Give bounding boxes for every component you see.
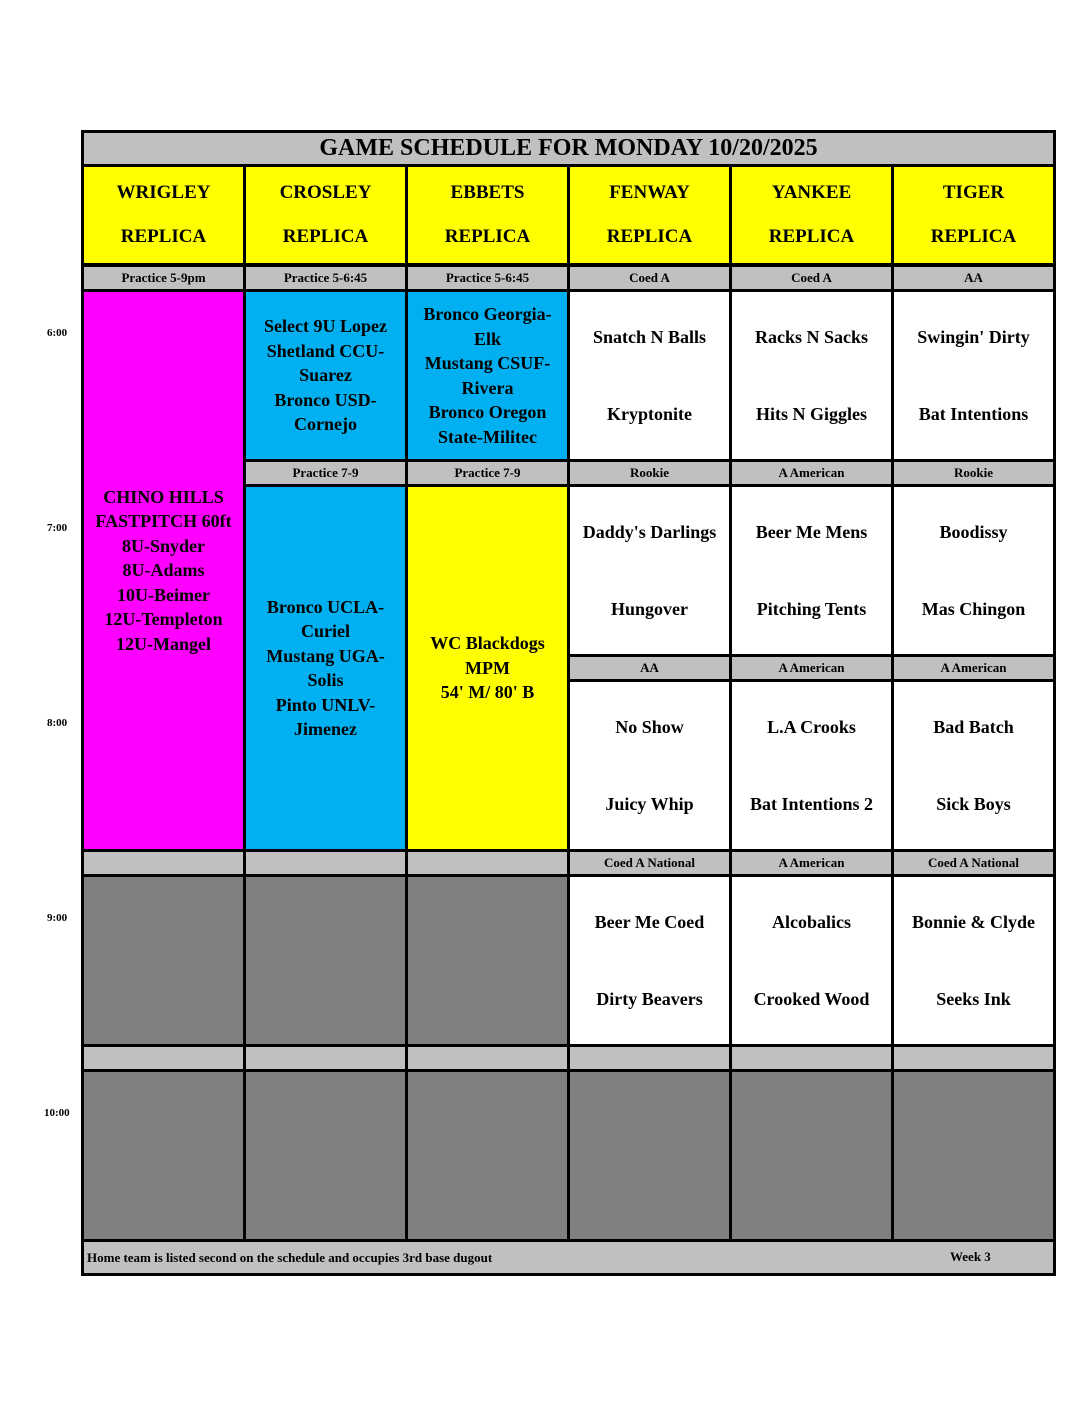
block-line: Cornejo [294, 414, 357, 435]
empty-slot [729, 1069, 894, 1242]
game-cell [891, 289, 1056, 462]
division-label [243, 849, 408, 877]
block-line: 12U-Templeton [104, 609, 223, 630]
team-name: Bonnie & Clyde [911, 911, 1035, 932]
team-name: Swingin' Dirty [917, 326, 1030, 347]
division-label: Rookie [891, 459, 1056, 487]
field-name: TIGER [942, 182, 1005, 203]
team-name: Dirty Beavers [596, 989, 703, 1010]
empty-slot [405, 874, 570, 1047]
field-header-yankee [729, 164, 894, 266]
block-line: CHINO HILLS [103, 486, 224, 507]
field-name: CROSLEY [279, 182, 372, 203]
field-name: YANKEE [771, 182, 852, 203]
empty-slot [405, 1069, 570, 1242]
team-name: Juicy Whip [605, 794, 694, 815]
division-label: Practice 5-9pm [81, 264, 246, 292]
field-header-fenway [567, 164, 732, 266]
block-line: 8U-Adams [122, 560, 205, 581]
time-label-7: 7:00 [47, 522, 68, 534]
time-label-9: 9:00 [47, 912, 68, 924]
division-label [405, 849, 570, 877]
team-name: Crooked Wood [753, 989, 870, 1010]
division-label: Rookie [567, 459, 732, 487]
field-sub: REPLICA [282, 226, 369, 247]
field-header-tiger [891, 164, 1056, 266]
field-name: WRIGLEY [116, 182, 211, 203]
team-name: Daddy's Darlings [582, 521, 717, 542]
division-label: AA [567, 654, 732, 682]
division-label: Coed A [567, 264, 732, 292]
team-name: No Show [615, 716, 684, 737]
division-label: Practice 7-9 [243, 459, 408, 487]
field-header-wrigley [81, 164, 246, 266]
field-name: FENWAY [609, 182, 690, 203]
field-sub: REPLICA [768, 226, 855, 247]
block-line: WC Blackdogs [430, 633, 545, 654]
empty-slot [567, 1069, 732, 1242]
block-line: State-Militec [438, 426, 537, 447]
game-cell [891, 874, 1056, 1047]
division-label-empty [729, 1044, 894, 1072]
field-sub: REPLICA [606, 226, 693, 247]
empty-slot [243, 874, 408, 1047]
division-label-empty [891, 1044, 1056, 1072]
block-line: Bronco Georgia- [423, 304, 552, 324]
division-label: A American [729, 849, 894, 877]
game-cell [729, 679, 894, 852]
block-line: 8U-Snyder [121, 535, 205, 556]
block-line: FASTPITCH 60ft [95, 511, 232, 532]
time-label-10: 10:00 [44, 1107, 70, 1119]
field-sub: REPLICA [120, 226, 207, 247]
field-sub: REPLICA [930, 226, 1017, 247]
ebbets-late-practice-block [405, 484, 570, 852]
team-name: Sick Boys [936, 794, 1011, 815]
division-label [81, 849, 246, 877]
block-line: Bronco Oregon [428, 402, 547, 422]
team-name: Kryptonite [607, 404, 692, 425]
page-title: GAME SCHEDULE FOR MONDAY 10/20/2025 [319, 135, 818, 161]
block-line: Shetland CCU- [266, 340, 385, 361]
team-name: Beer Me Coed [594, 911, 705, 932]
team-name: Hungover [610, 599, 688, 620]
block-line: MPM [465, 657, 510, 678]
division-label: Practice 5-6:45 [405, 264, 570, 292]
division-label: A American [729, 459, 894, 487]
empty-slot [243, 1069, 408, 1242]
game-cell [567, 679, 732, 852]
block-line: 10U-Beimer [117, 584, 210, 605]
division-label-empty [405, 1044, 570, 1072]
game-cell [891, 679, 1056, 852]
team-name: Bat Intentions [918, 404, 1029, 425]
field-name: EBBETS [450, 182, 525, 203]
division-label: Practice 7-9 [405, 459, 570, 487]
team-name: Racks N Sacks [754, 326, 869, 347]
block-line: Solis [307, 670, 344, 690]
time-label-6: 6:00 [47, 327, 68, 339]
footer-note: Home team is listed second on the schedule and occupies 3rd base dugout [87, 1249, 493, 1265]
block-line: 54' M/ 80' B [440, 682, 535, 703]
team-name: Bad Batch [933, 716, 1014, 737]
division-label-empty [243, 1044, 408, 1072]
team-name: Snatch N Balls [592, 326, 707, 347]
ebbets-early-practice-block [405, 289, 570, 462]
team-name: Boodissy [939, 521, 1008, 542]
block-line: Curiel [301, 621, 350, 641]
field-header-ebbets [405, 164, 570, 266]
team-name: Bat Intentions 2 [749, 794, 874, 815]
crosley-early-practice-block [243, 289, 408, 462]
block-line: 12U-Mangel [116, 633, 211, 654]
division-label-empty [81, 1044, 246, 1072]
block-line: Mustang CSUF- [424, 353, 551, 373]
field-header-crosley [243, 164, 408, 266]
team-name: Seeks Ink [936, 989, 1011, 1010]
block-line: Mustang UGA- [266, 645, 385, 666]
team-name: Alcobalics [772, 911, 851, 932]
game-cell [567, 874, 732, 1047]
empty-slot [81, 1069, 246, 1242]
game-cell [729, 289, 894, 462]
block-line: Rivera [461, 377, 514, 398]
team-name: Mas Chingon [921, 599, 1026, 620]
schedule-title [81, 130, 1056, 167]
crosley-late-practice-block [243, 484, 408, 852]
team-name: L.A Crooks [767, 716, 856, 737]
team-name: Hits N Giggles [756, 404, 867, 425]
block-line: Jimenez [294, 719, 357, 739]
block-line: Bronco USD- [274, 389, 377, 410]
division-label: Coed A National [567, 849, 732, 877]
empty-slot [891, 1069, 1056, 1242]
division-label: A American [891, 654, 1056, 682]
empty-slot [81, 874, 246, 1047]
division-label: Coed A [729, 264, 894, 292]
week-label: Week 3 [950, 1249, 991, 1264]
division-label-empty [567, 1044, 732, 1072]
block-line: Elk [473, 328, 502, 349]
time-label-8: 8:00 [47, 717, 68, 729]
team-name: Pitching Tents [756, 599, 867, 620]
game-cell [891, 484, 1056, 657]
block-line: Suarez [299, 365, 352, 386]
game-cell [567, 484, 732, 657]
division-label: Practice 5-6:45 [243, 264, 408, 292]
division-label: A American [729, 654, 894, 682]
game-cell [567, 289, 732, 462]
game-cell [729, 874, 894, 1047]
block-line: Bronco UCLA- [266, 596, 385, 617]
wrigley-practice-block [81, 289, 246, 852]
block-line: Select 9U Lopez [264, 316, 387, 337]
team-name: Beer Me Mens [755, 521, 868, 542]
field-sub: REPLICA [444, 226, 531, 247]
block-line: Pinto UNLV- [275, 694, 376, 715]
game-cell [729, 484, 894, 657]
division-label: Coed A National [891, 849, 1056, 877]
division-label: AA [891, 264, 1056, 292]
schedule-footer [81, 1239, 1056, 1276]
